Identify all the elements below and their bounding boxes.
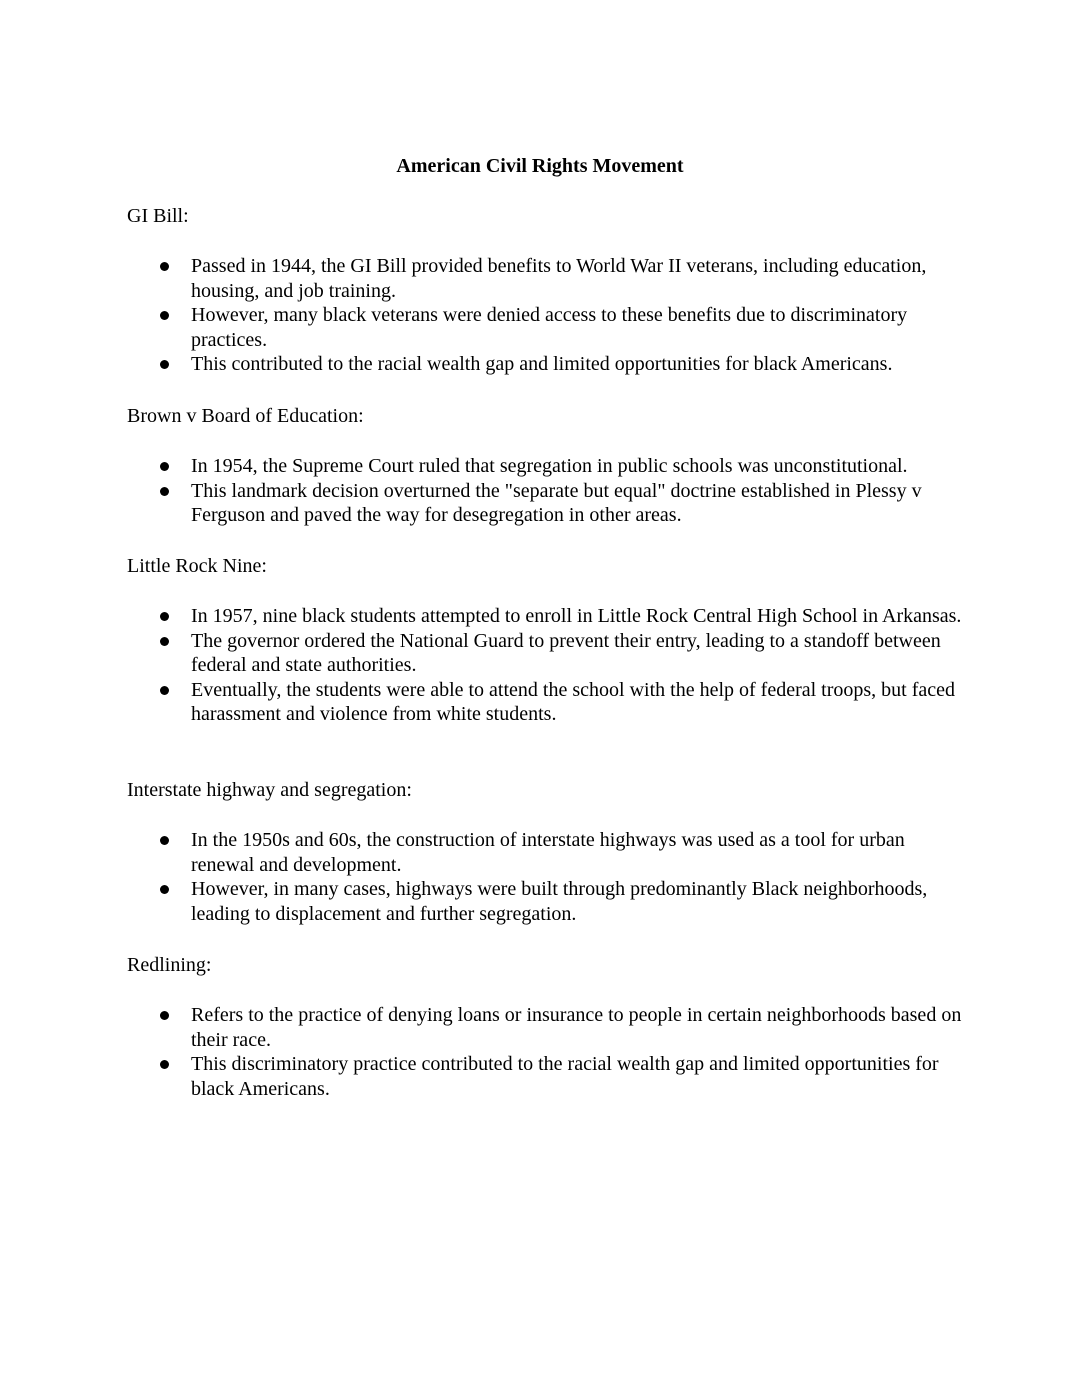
bullet-icon: [160, 462, 169, 471]
bullet-icon: [160, 1060, 169, 1069]
section-interstate-highway: [127, 776, 967, 926]
bullet-item: Eventually, the students were able to attend the school with the help of federal troops, but faced harassment and violence from white students.: [127, 678, 971, 727]
bullet-list: [127, 254, 967, 377]
bullet-list: [127, 454, 967, 528]
section-heading: Brown v Board of Education:: [127, 405, 364, 427]
section-heading: Interstate highway and segregation:: [127, 779, 412, 801]
bullet-icon: [160, 360, 169, 369]
section-brown-v-board: [127, 402, 967, 528]
bullet-icon: [160, 311, 169, 320]
bullet-item: Passed in 1944, the GI Bill provided benefits to World War II veterans, including education, housing, and job training.: [127, 254, 971, 303]
bullet-icon: [160, 262, 169, 271]
bullet-item: In 1954, the Supreme Court ruled that segregation in public schools was unconstitutional.: [127, 454, 971, 479]
bullet-icon: [160, 487, 169, 496]
bullet-item: In 1957, nine black students attempted to enroll in Little Rock Central High School in Arkansas.: [127, 604, 971, 629]
bullet-icon: [160, 686, 169, 695]
bullet-icon: [160, 836, 169, 845]
bullet-icon: [160, 612, 169, 621]
bullet-item: In the 1950s and 60s, the construction of interstate highways was used as a tool for urban renewal and development.: [127, 828, 971, 877]
bullet-item: This discriminatory practice contributed to the racial wealth gap and limited opportunities for black Americans.: [127, 1052, 971, 1101]
bullet-icon: [160, 1011, 169, 1020]
section-heading: Little Rock Nine:: [127, 555, 267, 577]
bullet-item: However, many black veterans were denied access to these benefits due to discriminatory practices.: [127, 303, 971, 352]
document-title: American Civil Rights Movement: [396, 155, 684, 177]
section-little-rock-nine: [127, 552, 967, 727]
bullet-icon: [160, 637, 169, 646]
bullet-list: [127, 1003, 967, 1101]
section-redlining: [127, 951, 967, 1101]
bullet-icon: [160, 885, 169, 894]
section-gi-bill: [127, 202, 967, 377]
bullet-item: The governor ordered the National Guard to prevent their entry, leading to a standoff between federal and state authorities.: [127, 629, 971, 678]
bullet-item: However, in many cases, highways were built through predominantly Black neighborhoods, leading to displacement and further segregation.: [127, 877, 971, 926]
bullet-list: [127, 604, 967, 727]
section-heading: GI Bill:: [127, 205, 189, 227]
bullet-item: This landmark decision overturned the "separate but equal" doctrine established in Plessy v Ferguson and paved the way for desegregation in other areas.: [127, 479, 971, 528]
section-heading: Redlining:: [127, 954, 212, 976]
bullet-item: Refers to the practice of denying loans or insurance to people in certain neighborhoods based on their race.: [127, 1003, 971, 1052]
bullet-list: [127, 828, 967, 926]
bullet-item: This contributed to the racial wealth gap and limited opportunities for black Americans.: [127, 352, 971, 377]
